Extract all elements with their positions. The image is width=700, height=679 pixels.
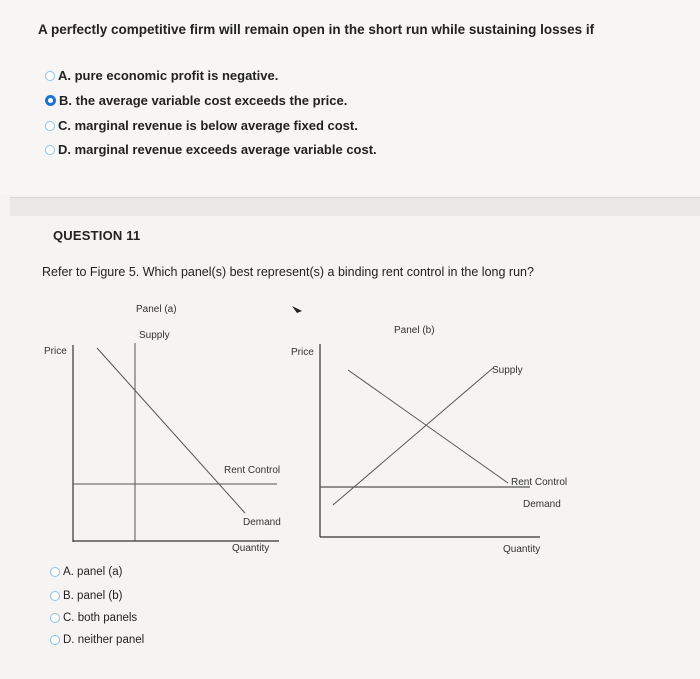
panel-a-demand-label: Demand bbox=[243, 517, 281, 528]
question-11-header: QUESTION 11 bbox=[53, 228, 141, 243]
q11-option-c[interactable] bbox=[50, 612, 137, 624]
radio-icon[interactable] bbox=[50, 635, 60, 645]
panel-b-price-label: Price bbox=[291, 347, 314, 358]
panel-b-quantity-label: Quantity bbox=[503, 544, 541, 555]
panel-b-demand-curve bbox=[348, 370, 508, 483]
panel-b-supply-label: Supply bbox=[492, 365, 523, 376]
q10-option-c-label: C. marginal revenue is below average fixed cost. bbox=[58, 118, 358, 133]
cursor-arrow-icon bbox=[292, 306, 302, 313]
q11-option-a[interactable] bbox=[50, 566, 122, 578]
q11-option-d-label: D. neither panel bbox=[63, 634, 145, 646]
q10-option-a-label: A. pure economic profit is negative. bbox=[58, 68, 279, 83]
q11-option-b-label: B. panel (b) bbox=[63, 590, 123, 602]
panel-b-title: Panel (b) bbox=[394, 325, 435, 336]
radio-icon[interactable] bbox=[50, 591, 60, 601]
radio-icon[interactable] bbox=[50, 567, 60, 577]
q11-option-c-label: C. both panels bbox=[63, 612, 138, 624]
q11-option-b[interactable] bbox=[50, 590, 122, 602]
q11-option-d[interactable] bbox=[50, 634, 144, 646]
question-11-text: Refer to Figure 5. Which panel(s) best represent(s) a binding rent control in the long run? bbox=[42, 265, 534, 279]
panel-a-rent-control-label: Rent Control bbox=[224, 465, 281, 476]
q11-option-a-label: A. panel (a) bbox=[63, 566, 123, 578]
panel-a-title: Panel (a) bbox=[136, 304, 177, 315]
panel-b-demand-label: Demand bbox=[523, 499, 561, 510]
panel-a-quantity-label: Quantity bbox=[232, 543, 270, 554]
panel-a-supply-label: Supply bbox=[139, 330, 170, 341]
q10-option-b-label: B. the average variable cost exceeds the price. bbox=[59, 93, 348, 108]
panel-b-rent-control-label: Rent Control bbox=[511, 477, 568, 488]
panel-b-supply-curve bbox=[333, 368, 493, 505]
q10-option-d-label: D. marginal revenue exceeds average variable cost. bbox=[58, 142, 377, 157]
panel-a-demand-curve bbox=[97, 348, 245, 513]
question-10-text: A perfectly competitive firm will remain open in the short run while sustaining losses if bbox=[38, 22, 595, 37]
radio-icon[interactable] bbox=[50, 613, 60, 623]
panel-a-price-label: Price bbox=[44, 346, 67, 357]
